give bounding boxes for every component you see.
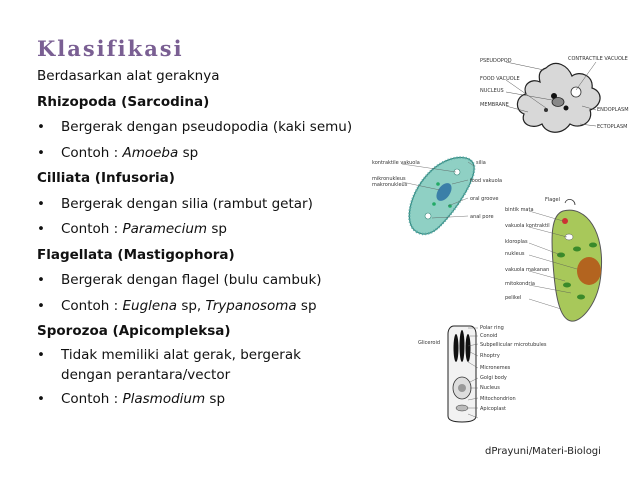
paramecium-label: food vakuola [470, 178, 503, 184]
plasmodium-label: Rhoptry [480, 353, 500, 359]
amoeba-figure [476, 50, 629, 145]
subtitle: Berdasarkan alat geraknya [37, 68, 220, 84]
paramecium-label: anal pore [470, 214, 494, 220]
plasmodium-label: Nucleus [480, 385, 500, 391]
example-genus: Paramecium [122, 221, 208, 237]
example-prefix: Contoh : [61, 221, 123, 237]
example-prefix: Contoh : [61, 297, 123, 314]
euglena-figure [505, 193, 627, 328]
plasmodium-figure [418, 322, 547, 424]
plasmodium-label: Subpellicular microtubules [480, 342, 547, 348]
plasmodium-label: Micronemes [480, 365, 511, 371]
bullet-rhizopoda-movement: • Bergerak dengan pseudopodia (kaki semu) [37, 115, 397, 141]
example-suffix-2: sp [296, 297, 317, 314]
euglena-label: bintik mata [505, 207, 534, 213]
plasmodium-label: Apicoplast [480, 406, 506, 412]
bullet-cilliata-example [37, 217, 397, 243]
amoeba-label: ENDOPLASM [597, 107, 629, 113]
plasmodium-label: Gliceroid [418, 340, 441, 346]
example-genus: Euglena [122, 297, 178, 314]
plasmodium-label: Mitochondrion [480, 396, 516, 402]
plasmodium-label: Polar ring [480, 325, 504, 331]
bullet-rhizopoda-example [37, 141, 397, 167]
content-list [37, 64, 397, 412]
bullet-cilliata-movement: • Bergerak dengan silia (rambut getar) [37, 192, 397, 218]
example-prefix: Contoh : [61, 144, 123, 161]
bullet-sporozoa-movement: • Tidak memiliki alat gerak, bergerak [37, 345, 397, 366]
bullet-flagellata-movement: • Bergerak dengan flagel (bulu cambuk) [37, 268, 397, 294]
slide-title: Klasifikasi [37, 36, 184, 61]
example-suffix: sp [205, 390, 226, 407]
bullet-sporozoa-example [37, 387, 397, 413]
example-genus: Amoeba [122, 144, 179, 161]
group-heading-sporozoa: Sporozoa (Apicompleksa) [37, 323, 231, 339]
example-prefix: Contoh : [61, 390, 123, 407]
plasmodium-label: Golgi body [480, 375, 507, 381]
example-suffix: sp [207, 221, 227, 237]
paramecium-label: silia [476, 160, 486, 166]
paramecium-label: makronukleus [372, 182, 408, 188]
example-genus-2: Trypanosoma [205, 297, 297, 314]
euglena-label: pelikel [505, 295, 522, 301]
paramecium-label: kontraktile vakuola [372, 160, 420, 166]
amoeba-label: MEMBRANE [480, 102, 509, 108]
euglena-label: mitokondria [505, 281, 535, 287]
paramecium-label: oral groove [470, 196, 499, 202]
example-suffix: sp, [177, 297, 206, 314]
amoeba-label: ECTOPLASM [597, 124, 628, 130]
amoeba-label: PSEUDOPOD [480, 58, 512, 64]
euglena-label: Flagel [545, 197, 560, 203]
group-heading-flagellata: Flagellata (Mastigophora) [37, 246, 235, 263]
bullet-flagellata-example [37, 294, 397, 320]
euglena-label: vakuola makanan [505, 267, 550, 273]
paramecium-figure [372, 150, 502, 240]
group-heading-cilliata: Cilliata (Infusoria) [37, 170, 175, 186]
euglena-label: kloroplas [505, 239, 528, 245]
bullet-sporozoa-movement-cont: dengan perantara/vector [61, 366, 231, 383]
amoeba-label: FOOD VACUOLE [480, 76, 520, 82]
amoeba-label: CONTRACTILE VACUOLE [568, 56, 628, 62]
example-suffix: sp [178, 144, 199, 161]
group-heading-rhizopoda: Rhizopoda (Sarcodina) [37, 93, 210, 110]
plasmodium-label: Conoid [480, 333, 498, 339]
amoeba-label: NUCLEUS [480, 88, 504, 94]
euglena-label: vakuola kontraktil [505, 223, 550, 229]
euglena-label: nukleus [505, 251, 525, 257]
footer-credit: dPrayuni/Materi-Biologi [485, 446, 601, 457]
example-genus: Plasmodium [122, 390, 206, 407]
paramecium-label: mikronukleus [372, 176, 406, 182]
